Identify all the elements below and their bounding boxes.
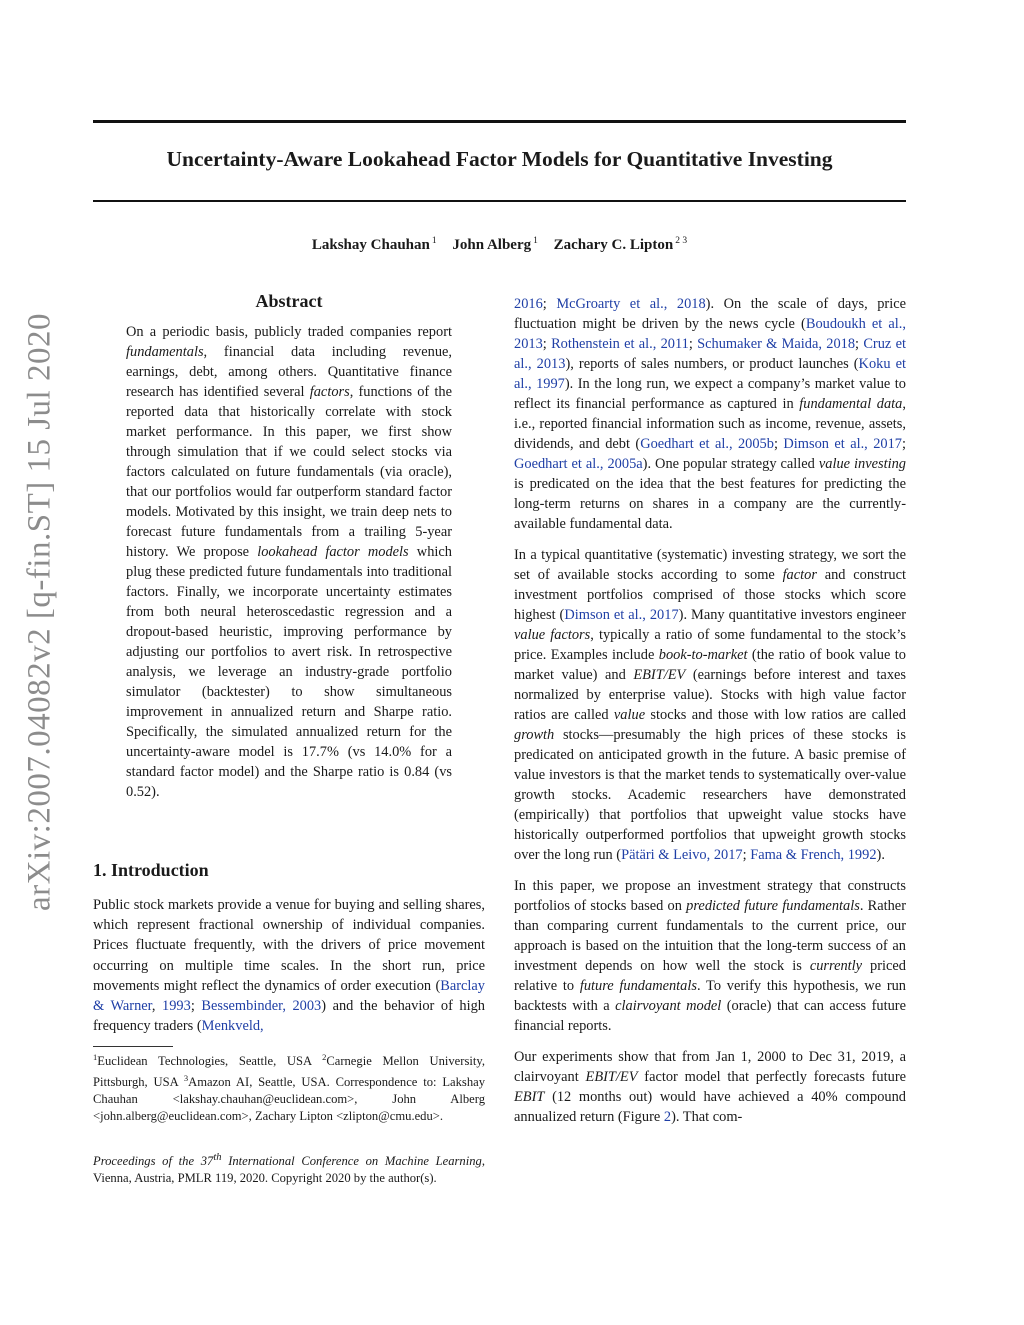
citation-link[interactable]: 2016 [514,296,543,312]
citation-link[interactable]: Dimson et al., 2017 [564,607,679,623]
introduction-paragraph: Public stock markets provide a venue for buying and selling shares, which represent fractional ownership of individual companies. Prices fluctuate frequently, with the drivers of price movement occurring on multiple time scales. In the short run, price movements might reflect the dynamics of order execution (Barclay & Warner, 1993; Bessembinder, 2003) and the behavior of high frequency traders (Menkveld, [93,897,485,1035]
citation-link[interactable]: Menkveld, [201,1018,264,1035]
citation-link[interactable]: Rothenstein et al., 2011 [551,336,689,352]
citation-link[interactable]: Koku et al., 1997 [514,356,906,392]
body-paragraph: Our experiments show that from Jan 1, 2000 to Dec 31, 2019, a clairvoyant EBIT/EV factor model that perfectly forecasts future EBIT (12 months out) would have achieved a 40% compound annualized return (Figure 2). That com- [514,1049,907,1125]
proceedings-note: Proceedings of the 37th International Conference on Machine Learning, Vienna, Austria, PMLR 119, 2020. Copyright 2020 by the author(s). [93,1152,485,1185]
citation-link[interactable]: McGroarty et al., 2018 [556,296,706,312]
author-name: Zachary C. Lipton [553,237,674,253]
body-paragraph: 2016; McGroarty et al., 2018). On the scale of days, price fluctuation might be driven by the news cycle (Boudoukh et al., 2013; Rothenstein et al., 2011; Schumaker & Maida, 2018; Cruz et al., 2013), reports of sales numbers, or product launches (Koku et al., 1997). In the long run, we expect a company’s market value to reflect its financial performance as captured in fundamental data, i.e., reported financial information such as income, revenue, assets, dividends, and debt (Goedhart et al., 2005b; Dimson et al., 2017; Goedhart et al., 2005a). One popular strategy called value investing is predicated on the idea that the best features for predicting the long-term returns on shares in a company are the currently-available fundamental data. [514,296,906,532]
title-rule-bottom [93,200,906,202]
author [312,237,437,253]
paper-title: Uncertainty-Aware Lookahead Factor Models for Quantitative Investing [166,147,833,171]
arxiv-stamp: arXiv:2007.04082v2 [q-fin.ST] 15 Jul 2020 [21,313,58,911]
author [452,237,538,253]
body-paragraph: In a typical quantitative (systematic) investing strategy, we sort the set of available stocks according to some factor and construct investment portfolios comprised of those stocks which score highest (Dimson et al., 2017). Many quantitative investors engineer value factors, typically a ratio of some fundamental to the stock’s price. Examples include book-to-market (the ratio of book value to market value) and EBIT/EV (earnings before interest and taxes normalized by enterprise value). Stocks with high value factor ratios are called value stocks and those with low ratios are called growth stocks—presumably the high prices of these stocks is predicated on anticipated growth in the future. A basic premise of value investors is that the market tends to systematically over-value growth stocks. Academic researchers have demonstrated (empirically) that portfolios that upweight value stocks have historically outperformed portfolios that upweight growth stocks over the long run (Pätäri & Leivo, 2017; Fama & French, 1992). [514,547,907,863]
citation-link[interactable]: Barclay & Warner [93,977,485,1015]
footnote-divider [93,1046,173,1047]
right-column [514,294,906,1138]
citation-link[interactable]: Pätäri & Leivo, 2017 [621,847,743,863]
author-affiliation: 1 [533,236,538,246]
author-list [93,236,906,254]
math-expression: EBIT [514,1089,545,1105]
section-heading-introduction: 1. Introduction [93,860,209,880]
citation-link[interactable]: Schumaker & Maida, 2018 [697,336,856,352]
math-expression: EBIT/EV [633,667,686,683]
citation-link[interactable]: 1993 [162,998,191,1015]
citation-link[interactable]: Cruz et al., 2013 [514,336,906,372]
citation-link[interactable]: Dimson et al., 2017 [783,436,902,452]
author-affiliation: 1 [431,236,437,246]
abstract-heading: Abstract [255,291,323,311]
affiliation-footnote: $^1$Euclidean Technologies, Seattle, USA $^2$Carnegie Mellon University, Pittsburgh, USA $^3$Amazon AI, Seattle, USA. Correspondence to: Lakshay Chauhan <lakshay.chauhan@euclidean.com>, John Alberg <john.alberg@euclidean.com>, Zachary Lipton <zlipton@cmu.edu>. [93,1052,485,1123]
author-name: Lakshay Chauhan [311,237,430,253]
body-paragraph: In this paper, we propose an investment strategy that constructs portfolios of stocks based on predicted future fundamentals. Rather than comparing current fundamentals to the current price, our approach is based on the intuition that the long-term success of an investment depends on how well the stock is currently priced relative to future fundamentals. To verify this hypothesis, we run backtests with a clairvoyant model (oracle) that can access future financial reports. [514,878,907,1034]
figure-link[interactable]: 2 [663,1109,672,1125]
math-expression: 40% [811,1089,838,1105]
citation-link[interactable]: Fama & French, 1992 [750,847,877,863]
author-affiliation: 2 3 [675,236,688,246]
citation-link[interactable]: Bessembinder, 2003 [201,998,322,1015]
math-expression: EBIT/EV [585,1069,638,1085]
title-rule-top [93,120,906,123]
citation-link[interactable]: Goedhart et al., 2005a [514,456,643,472]
abstract-text: On a periodic basis, publicly traded companies report fundamentals, financial data including revenue, earnings, debt, among others. Quantitative finance research has identified several factors, functions of the reported data that historically correlate with stock market performance. In this paper, we first show through simulation that if we could select stocks via factors calculated on future fundamentals (via oracle), that our portfolios would far outperform standard factor models. Motivated by this insight, we train deep nets to forecast future fundamentals from a trailing 5-year history. We propose lookahead factor models which plug these predicted future fundamentals into traditional factors. Finally, we incorporate uncertainty estimates from both neural heteroscedastic regression and a dropout-based heuristic, improving performance by adjusting our portfolios to avert risk. In retrospective analysis, we leverage an industry-grade portfolio simulator (backtester) to show simultaneous improvement in annualized return and Sharpe ratio. Specifically, the simulated annualized return for the uncertainty-aware model is 17.7% (vs 14.0% for a standard factor model) and the Sharpe ratio is 0.84 (vs 0.52). [126,324,452,800]
citation-link[interactable]: Goedhart et al., 2005b [640,436,774,452]
author-name: John Alberg [452,237,532,253]
author [554,237,687,253]
citation-link[interactable]: Boudoukh et al., 2013 [514,316,906,352]
